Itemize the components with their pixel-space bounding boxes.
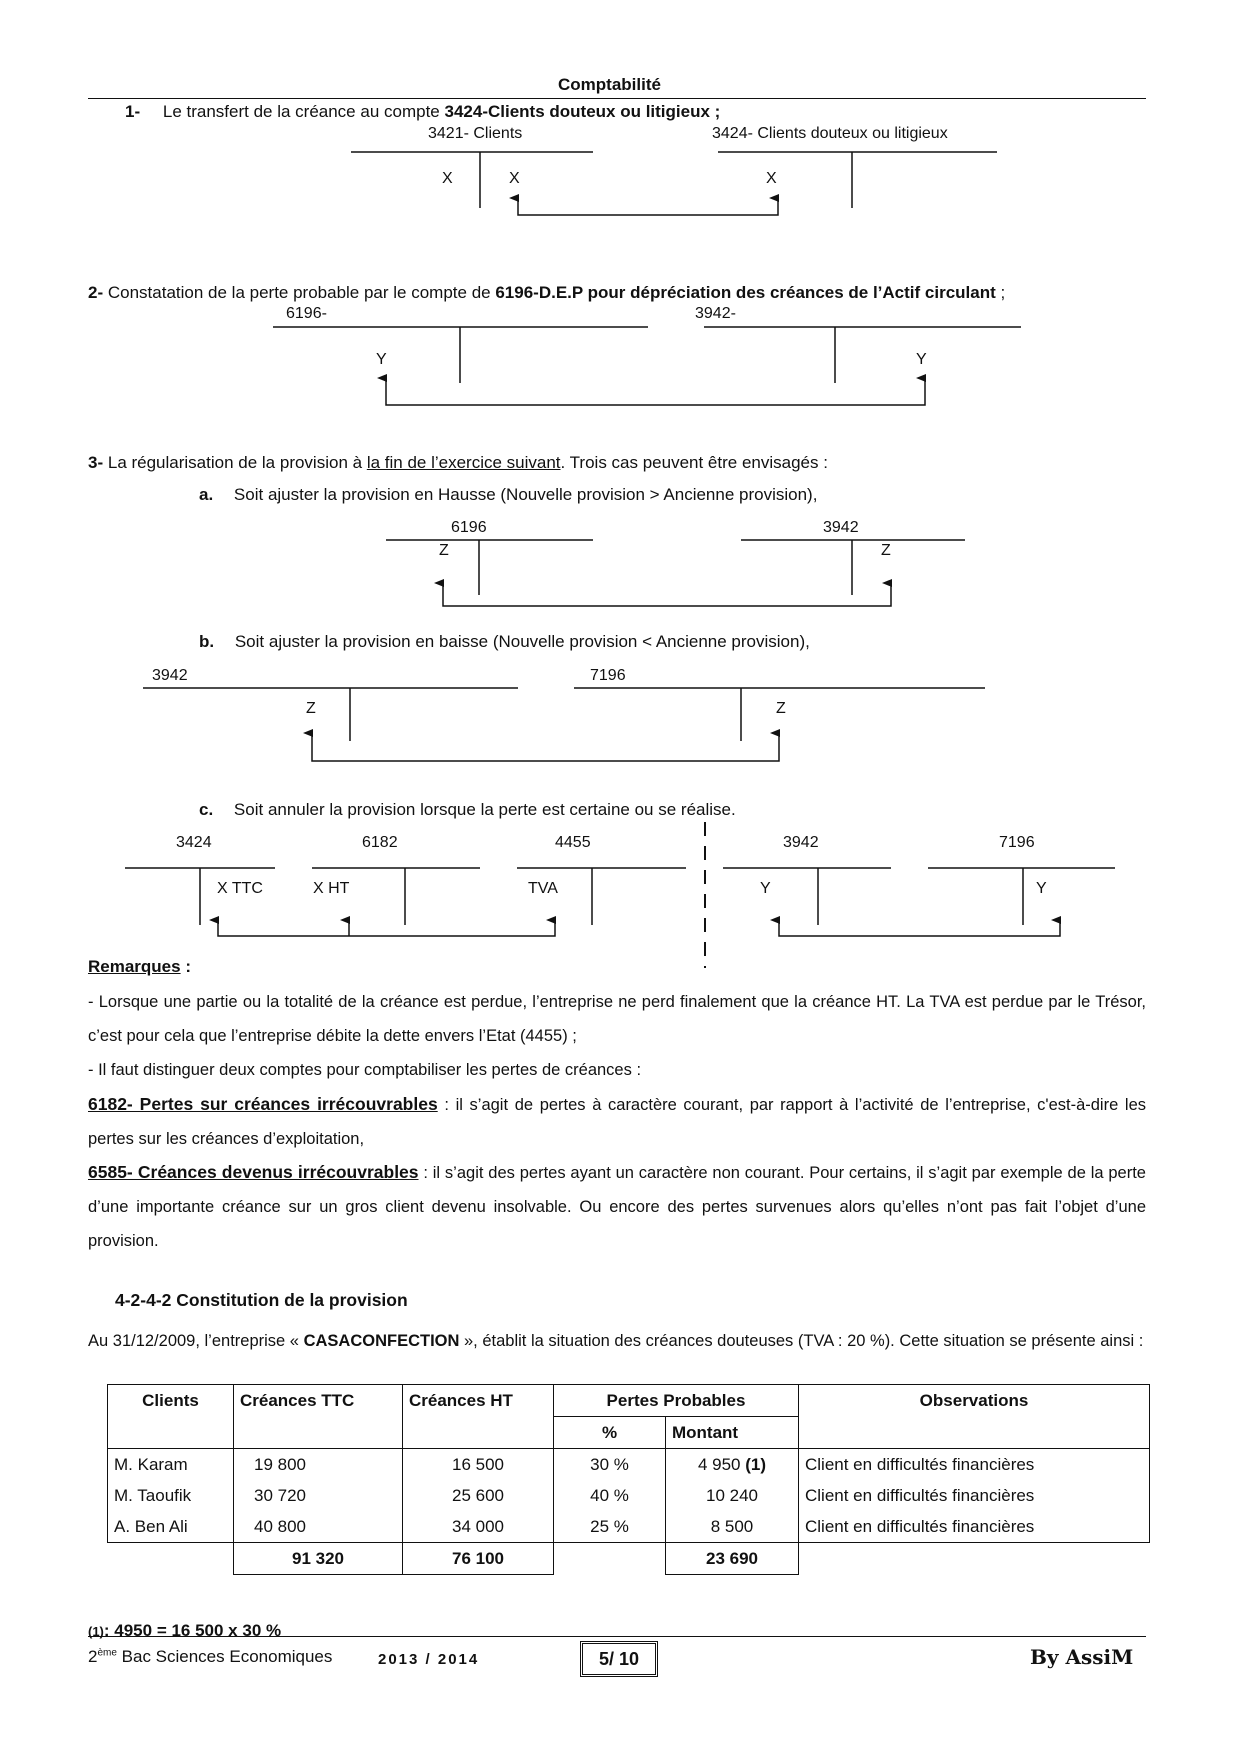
case-c-7196-label: 7196 [999, 834, 1035, 851]
creances-table [107, 1384, 1150, 1575]
section-1-account: 3424 [444, 102, 483, 121]
case-b-3942-debit: Z [306, 700, 316, 717]
t-account-3942-credit: Y [916, 351, 927, 368]
section-2-account: 6196-D.E.P pour dépréciation des créances de l’Actif circulant [495, 283, 996, 302]
row-ttc: 19 800 [234, 1449, 403, 1481]
t-account-3421-debit: X [442, 170, 453, 187]
section-1-text: Le transfert de la créance au compte [162, 102, 440, 121]
section-intro [88, 1325, 1146, 1358]
section-3-underlined: la fin de l’exercice suivant [366, 453, 561, 472]
section-1-account-label: -Clients douteux ou litigieux ; [482, 102, 721, 121]
row-client: M. Taoufik [108, 1480, 234, 1511]
case-c-description: Soit annuler la provision lorsque la perte est certaine ou se réalise. [233, 800, 736, 819]
header-montant: Montant [666, 1417, 799, 1449]
footer-grade: 2 [88, 1647, 98, 1666]
t-account-6196-label: 6196- [286, 305, 327, 322]
table-row [108, 1480, 1150, 1511]
total-ttc: 91 320 [234, 1543, 403, 1575]
header-pct: % [554, 1417, 666, 1449]
total-ht: 76 100 [403, 1543, 554, 1575]
header-ttc: Créances TTC [234, 1385, 403, 1417]
t-account-3424-debit: X [766, 170, 777, 187]
row-observation: Client en difficultés financières [799, 1449, 1150, 1481]
row-client: A. Ben Ali [108, 1511, 234, 1543]
case-a-6196-debit: Z [439, 542, 449, 559]
section-1-number: 1- [125, 102, 141, 121]
remarque-6182 [88, 1087, 1146, 1156]
table-row [108, 1511, 1150, 1543]
remarque-6585 [88, 1155, 1146, 1258]
remarques-colon: : [180, 957, 191, 976]
footer-course-name: Bac Sciences Economiques [116, 1647, 333, 1666]
case-c-3424-label: 3424 [176, 834, 212, 851]
account-6182-title: 6182- Pertes sur créances irrécouvrables [88, 1094, 438, 1114]
remarque-tva: - Lorsque une partie ou la totalité de la créance est perdue, l’entreprise ne perd finalement que la créance HT. La TVA est perdue par le Trésor, c’est pour cela que l’entreprise débite la dette envers l’Etat (4455) ; [88, 993, 1146, 1045]
row-montant: 10 240 [666, 1480, 799, 1511]
case-a-6196-label: 6196 [451, 519, 487, 536]
row-pct: 40 % [554, 1480, 666, 1511]
footer-year: 2013 / 2014 [378, 1651, 480, 1668]
footer-rule [88, 1636, 1146, 1637]
page-title: Comptabilité [558, 75, 661, 94]
section-intro-a: Au 31/12/2009, l’entreprise « [88, 1332, 304, 1350]
t-account-3421-credit: X [509, 170, 520, 187]
case-b-7196-credit: Z [776, 700, 786, 717]
section-title: 4-2-4-2 Constitution de la provision [115, 1290, 408, 1310]
case-c-7196-credit: Y [1036, 880, 1047, 897]
header-observations: Observations [799, 1385, 1150, 1417]
case-b-description: Soit ajuster la provision en baisse (Nouvelle provision < Ancienne provision), [234, 632, 810, 651]
case-c-4455-debit: TVA [528, 880, 558, 897]
row-ttc: 40 800 [234, 1511, 403, 1543]
case-a-description: Soit ajuster la provision en Hausse (Nouvelle provision > Ancienne provision), [233, 485, 818, 504]
total-montant: 23 690 [666, 1543, 799, 1575]
row-note: (1) [745, 1454, 767, 1474]
row-ttc: 30 720 [234, 1480, 403, 1511]
section-2-end: ; [1000, 283, 1006, 302]
table-total-row [108, 1543, 1150, 1575]
remarque-distinction: - Il faut distinguer deux comptes pour comptabiliser les pertes de créances : [88, 1061, 642, 1079]
case-c-letter: c. [199, 800, 214, 819]
row-ht: 25 600 [403, 1480, 554, 1511]
case-c-3942-debit: Y [760, 880, 771, 897]
section-2-number: 2- [88, 283, 104, 302]
case-b-3942-label: 3942 [152, 667, 188, 684]
row-ht: 16 500 [403, 1449, 554, 1481]
case-c-3942-label: 3942 [783, 834, 819, 851]
case-b-7196-label: 7196 [590, 667, 626, 684]
row-montant: 8 500 [666, 1511, 799, 1543]
row-observation: Client en difficultés financières [799, 1480, 1150, 1511]
case-a-3942-label: 3942 [823, 519, 859, 536]
case-c-3424-credit: X TTC [217, 880, 263, 897]
footnote-text: : 4950 = 16 500 x 30 % [103, 1621, 282, 1640]
case-c-6182-debit: X HT [313, 880, 350, 897]
table-header-row [108, 1385, 1150, 1417]
row-observation: Client en difficultés financières [799, 1511, 1150, 1543]
case-c-6182-label: 6182 [362, 834, 398, 851]
row-pct: 30 % [554, 1449, 666, 1481]
remarques-title: Remarques [88, 957, 181, 976]
footnote-mark: (1) [88, 1624, 104, 1639]
t-account-3421-label: 3421- Clients [428, 125, 523, 142]
footer-course [88, 1647, 332, 1667]
table-subheader-row [108, 1417, 1150, 1449]
case-a-3942-credit: Z [881, 542, 891, 559]
remarques-heading [88, 957, 191, 977]
section-2-text: Constatation de la perte probable par le compte de [107, 283, 491, 302]
case-a-letter: a. [199, 485, 214, 504]
t-account-3424-label: 3424- Clients douteux ou litigieux [712, 125, 948, 142]
footer-grade-sup: ème [97, 1647, 117, 1659]
page-number: 5/ 10 [580, 1641, 658, 1677]
case-b-letter: b. [199, 632, 215, 651]
company-name: CASACONFECTION [303, 1332, 460, 1350]
section-3-number: 3- [88, 453, 104, 472]
row-client: M. Karam [108, 1449, 234, 1481]
section-3-text-a: La régularisation de la provision à [107, 453, 363, 472]
header-ht: Créances HT [403, 1385, 554, 1417]
table-row [108, 1449, 1150, 1481]
row-montant-value: 4 950 [697, 1454, 741, 1474]
row-montant [666, 1449, 799, 1481]
section-3-text-b: . Trois cas peuvent être envisagés : [560, 453, 828, 472]
section-intro-b: », établit la situation des créances douteuses (TVA : 20 %). Cette situation se présente ainsi : [459, 1332, 1144, 1350]
footer-author: By AssiM [1030, 1645, 1134, 1669]
header-pertes: Pertes Probables [554, 1385, 799, 1417]
footnote [88, 1621, 281, 1641]
t-account-3942-label: 3942- [695, 305, 736, 322]
row-ht: 34 000 [403, 1511, 554, 1543]
row-pct: 25 % [554, 1511, 666, 1543]
t-account-6196-debit: Y [376, 351, 387, 368]
account-6182-text: : il s’agit de pertes à caractère courant, par rapport à l’activité de l’entreprise, c'est-à-dire les pertes sur les créances d’exploitation, [88, 1096, 1146, 1148]
account-6585-title: 6585- Créances devenus irrécouvrables [88, 1162, 419, 1182]
header-clients: Clients [108, 1385, 234, 1417]
case-c-4455-label: 4455 [555, 834, 591, 851]
account-6585-text: : il s’agit des pertes ayant un caractère non courant. Pour certains, il s’agit par exemple de la perte d’une importante créance sur un gros client devenu insolvable. Ou encore des pertes survenues alors qu’elles n’ont pas fait l’objet d’une provision. [88, 1164, 1146, 1250]
